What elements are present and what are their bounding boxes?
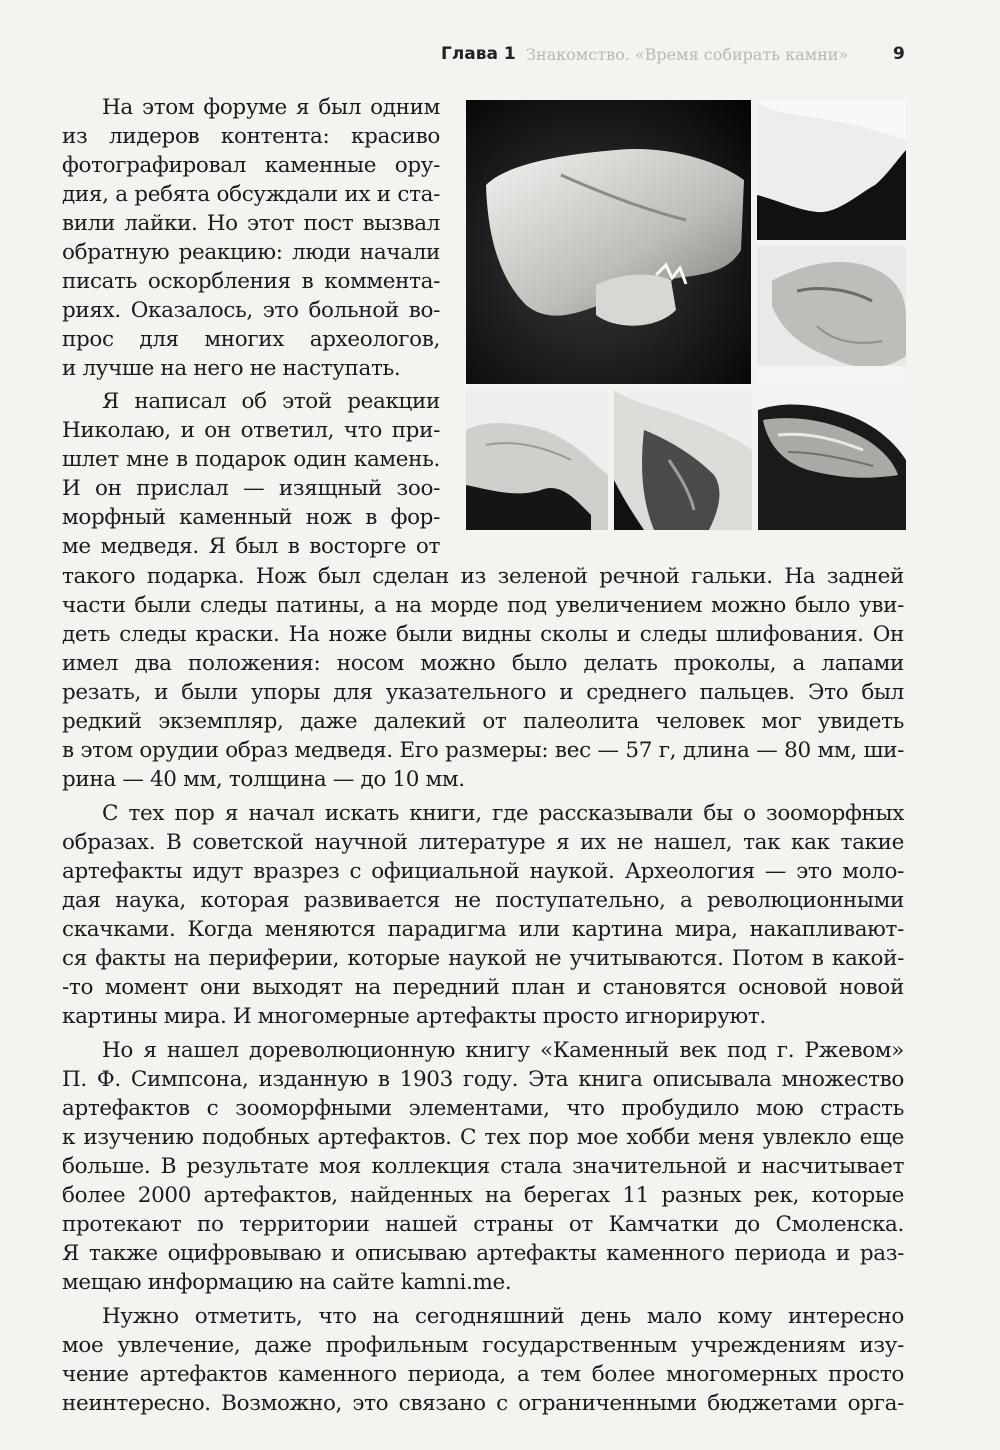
running-header [0, 44, 1000, 72]
text-line: такого подарка. Нож был сделан из зеленой речной гальки. На задней [62, 564, 904, 589]
text-line: мое увлечение, даже профильным государственным учреждениям изу- [62, 1333, 904, 1358]
text-line: из лидеров контента: красиво [62, 124, 440, 149]
text-line: морфный каменный нож в фор- [62, 505, 440, 530]
text-line: мещаю информацию на сайте kamni.me. [62, 1270, 512, 1295]
text-line: больше. В результате моя коллекция стала значительной и насчитывает [62, 1154, 904, 1179]
text-line: резать, и были упоры для указательного и среднего пальцев. Это был [62, 680, 904, 705]
text-line: риях. Оказалось, это больной во- [62, 298, 440, 323]
text-line: И он прислал — изящный зоо- [62, 476, 440, 501]
chapter-title: Знакомство. «Время собирать камни» [526, 45, 849, 64]
text-line: артефакты идут вразрез с официальной наукой. Археология — это моло- [62, 859, 904, 884]
text-line: На этом форуме я был одним [102, 95, 440, 120]
text-line: Нужно отметить, что на сегодняшний день мало кому интересно [102, 1304, 904, 1329]
text-line: обратную реакцию: люди начали [62, 240, 440, 265]
text-line: протекают по территории нашей страны от Камчатки до Смоленска. [62, 1212, 904, 1237]
text-line: и лучше на него не наступать. [62, 356, 401, 381]
text-line: более 2000 артефактов, найденных на берегах 11 разных рек, которые [62, 1183, 904, 1208]
text-line: фотографировал каменные ору- [62, 153, 440, 178]
text-line: дая наука, которая развивается не поступательно, а революционными [62, 888, 904, 913]
text-line: артефактов с зооморфными элементами, что пробудило мою страсть [62, 1096, 904, 1121]
stone-artifact-photo-collage [466, 100, 906, 530]
text-line: писать оскорбления в коммента- [62, 269, 440, 294]
text-line: дия, а ребята обсуждали их и ста- [62, 182, 440, 207]
text-line: ме медведя. Я был в восторге от [62, 534, 440, 559]
artifact-photo-bottom-center [614, 390, 752, 530]
text-line: чение артефактов каменного периода, а тем более многомерных просто [62, 1362, 904, 1387]
text-line: скачками. Когда меняются парадигма или картина мира, накапливают- [62, 917, 904, 942]
artifact-photo-bottom-left [466, 390, 608, 530]
text-line: картины мира. И многомерные артефакты просто игнорируют. [62, 1004, 766, 1029]
text-line: вили лайки. Но этот пост вызвал [62, 211, 440, 236]
text-line: в этом орудии образ медведя. Его размеры: вес — 57 г, длина — 80 мм, ши- [62, 738, 904, 763]
artifact-photo-main [466, 100, 751, 384]
artifact-photo-middle-right [757, 246, 906, 384]
chapter-label: Глава 1 [441, 44, 516, 64]
artifact-photo-top-right [757, 100, 906, 240]
text-line: П. Ф. Симпсона, изданную в 1903 году. Эта книга описывала множество [62, 1067, 904, 1092]
text-line: рина — 40 мм, толщина — до 10 мм. [62, 767, 465, 792]
text-line: части были следы патины, а на морде под увеличением можно было уви- [62, 593, 904, 618]
text-line: Но я нашел дореволюционную книгу «Каменный век под г. Ржевом» [102, 1038, 904, 1063]
text-line: деть следы краски. На ноже были видны сколы и следы шлифования. Он [62, 622, 904, 647]
text-line: -то момент они выходят на передний план и становятся основой новой [62, 975, 904, 1000]
text-line: имел два положения: носом можно было делать проколы, а лапами [62, 651, 904, 676]
text-line: Я также оцифровываю и описываю артефакты каменного периода и раз- [62, 1241, 904, 1266]
artifact-photo-bottom-right [758, 390, 906, 530]
page-number: 9 [893, 44, 905, 64]
text-line: прос для многих археологов, [62, 327, 440, 352]
text-line: шлет мне в подарок один камень. [62, 447, 440, 472]
text-line: неинтересно. Возможно, это связано с ограниченными бюджетами орга- [62, 1391, 904, 1416]
text-line: редкий экземпляр, даже далекий от палеолита человек мог увидеть [62, 709, 904, 734]
text-line: образах. В советской научной литературе я их не нашел, так как такие [62, 830, 904, 855]
text-line: Николаю, и он ответил, что при- [62, 418, 440, 443]
text-line: Я написал об этой реакции [102, 389, 440, 414]
text-line: к изучению подобных артефактов. С тех пор мое хобби меня увлекло еще [62, 1125, 904, 1150]
text-line: С тех пор я начал искать книги, где рассказывали бы о зооморфных [102, 801, 904, 826]
text-line: ся факты на периферии, которые наукой не учитываются. Потом в какой- [62, 946, 904, 971]
